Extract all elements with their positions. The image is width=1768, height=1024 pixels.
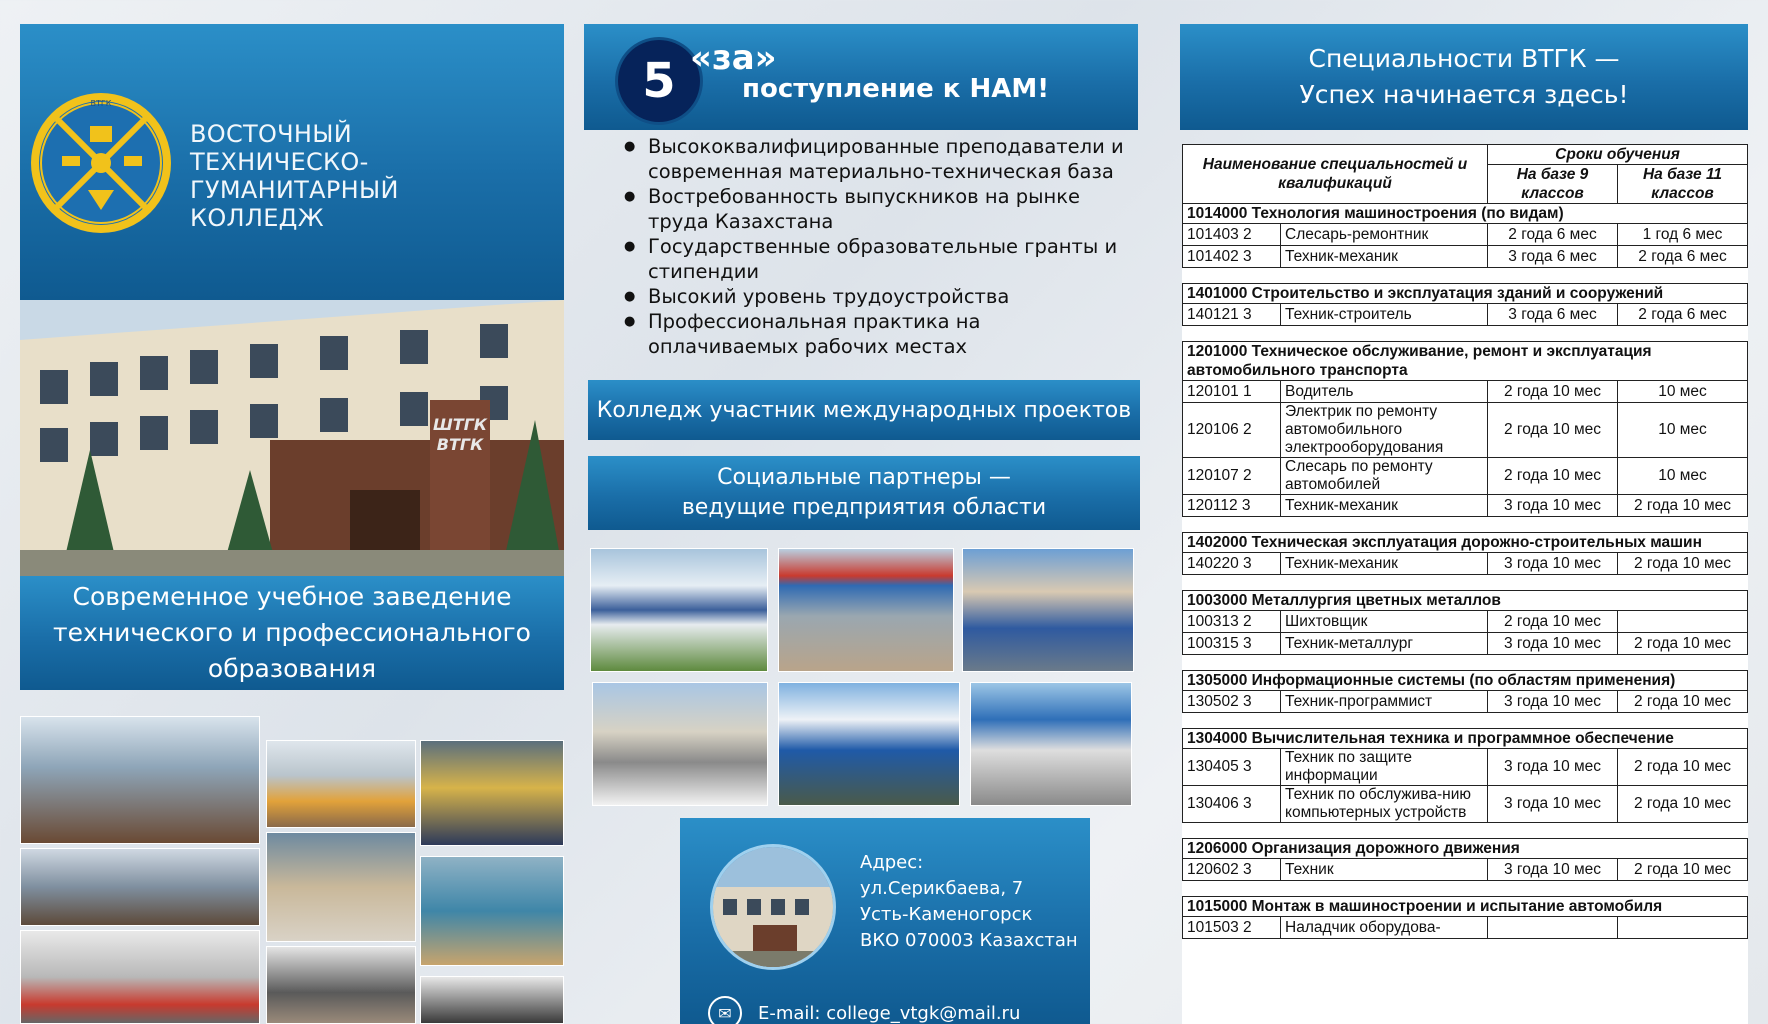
contact-panel bbox=[680, 818, 1090, 1024]
term-9-classes: 3 года 10 мес bbox=[1488, 633, 1618, 655]
qualification-name: Слесарь-ремонтник bbox=[1281, 224, 1488, 246]
name-column-header: Наименование специальностей и квалификаций bbox=[1183, 145, 1488, 204]
benefit-item: ● Высокий уровень трудоустройства bbox=[614, 284, 1134, 309]
partner-photo bbox=[970, 682, 1132, 806]
qualification-code: 101503 2 bbox=[1183, 917, 1281, 939]
term-9-classes: 2 года 10 мес bbox=[1488, 611, 1618, 633]
specialties-header-line: Специальности ВТГК — bbox=[1308, 44, 1620, 73]
spacer-cell bbox=[1183, 655, 1748, 671]
group-spacer bbox=[1183, 823, 1748, 839]
term-11-classes: 2 года 6 мес bbox=[1618, 246, 1748, 268]
qualification-name: Водитель bbox=[1281, 381, 1488, 403]
college-name bbox=[190, 120, 560, 232]
benefit-item: ● Государственные образовательные гранты и стипендии bbox=[614, 234, 1134, 284]
email-link[interactable]: E-mail: college_vtgk@mail.ru bbox=[758, 1002, 1021, 1024]
specialty-group-row bbox=[1183, 284, 1748, 304]
benefit-item: ● Высококвалифицированные преподаватели и современная материально-техническая база bbox=[614, 134, 1134, 184]
term-11-classes bbox=[1618, 917, 1748, 939]
group-spacer bbox=[1183, 268, 1748, 284]
qualification-row bbox=[1183, 633, 1748, 655]
specialty-group-row bbox=[1183, 591, 1748, 611]
term-11-classes: 1 год 6 мес bbox=[1618, 224, 1748, 246]
term-11-classes: 10 мес bbox=[1618, 381, 1748, 403]
seal-text: ВТГК bbox=[90, 99, 112, 108]
qualification-row bbox=[1183, 224, 1748, 246]
benefit-item: ● Востребованность выпускников на рынке труда Казахстана bbox=[614, 184, 1134, 234]
qualification-code: 140121 3 bbox=[1183, 304, 1281, 326]
spacer-cell bbox=[1183, 575, 1748, 591]
address-line: ВКО 070003 Казахстан bbox=[860, 930, 1078, 951]
specialty-group-row bbox=[1183, 897, 1748, 917]
qualification-name: Техник-металлург bbox=[1281, 633, 1488, 655]
specialty-group-row bbox=[1183, 204, 1748, 224]
envelope-icon: ✉ bbox=[708, 996, 742, 1024]
logo-panel bbox=[20, 24, 564, 300]
group-spacer bbox=[1183, 326, 1748, 342]
email-row bbox=[708, 996, 1020, 1024]
group-spacer bbox=[1183, 517, 1748, 533]
qualification-name: Техник-механик bbox=[1281, 495, 1488, 517]
benefit-item: ● Профессиональная практика на оплачиваемых рабочих местах bbox=[614, 309, 1134, 359]
specialty-group-title: 1201000 Техническое обслуживание, ремонт и эксплуатация автомобильного транспорта bbox=[1183, 342, 1748, 381]
qualification-name: Наладчик оборудова- bbox=[1281, 917, 1488, 939]
specialty-group-title: 1003000 Металлургия цветных металлов bbox=[1183, 591, 1748, 611]
term-9-classes: 3 года 10 мес bbox=[1488, 749, 1618, 786]
qualification-row bbox=[1183, 246, 1748, 268]
qualification-code: 120106 2 bbox=[1183, 403, 1281, 458]
computer-room-photo bbox=[266, 946, 416, 1024]
college-name-line: ВОСТОЧНЫЙ bbox=[190, 120, 352, 148]
qualification-row bbox=[1183, 691, 1748, 713]
qualification-code: 100313 2 bbox=[1183, 611, 1281, 633]
qualification-name: Техник bbox=[1281, 859, 1488, 881]
qualification-code: 120602 3 bbox=[1183, 859, 1281, 881]
garage-photo bbox=[20, 930, 260, 1024]
term-9-classes: 2 года 6 мес bbox=[1488, 224, 1618, 246]
qualification-row bbox=[1183, 859, 1748, 881]
college-seal-icon bbox=[28, 90, 174, 236]
qualification-row bbox=[1183, 786, 1748, 823]
specialties-table bbox=[1182, 144, 1748, 939]
qualification-row bbox=[1183, 917, 1748, 939]
building-sign: ВТГК bbox=[436, 435, 484, 454]
qualification-name: Техник по защите информации bbox=[1281, 749, 1488, 786]
workshop-photo bbox=[20, 716, 260, 844]
college-name-line: КОЛЛЕДЖ bbox=[190, 204, 324, 232]
term-9-classes: 3 года 10 мес bbox=[1488, 691, 1618, 713]
partner-photo bbox=[590, 548, 768, 672]
term-11-classes: 2 года 10 мес bbox=[1618, 553, 1748, 575]
spacer-cell bbox=[1183, 517, 1748, 533]
term-11-classes: 2 года 10 мес bbox=[1618, 859, 1748, 881]
term-11-classes: 2 года 6 мес bbox=[1618, 304, 1748, 326]
office-photo bbox=[420, 976, 564, 1024]
qualification-row bbox=[1183, 553, 1748, 575]
specialty-group-title: 1402000 Техническая эксплуатация дорожно-строительных машин bbox=[1183, 533, 1748, 553]
term-9-classes: 3 года 10 мес bbox=[1488, 786, 1618, 823]
partner-photo bbox=[962, 548, 1134, 672]
specialties-body bbox=[1183, 204, 1748, 939]
address-block bbox=[860, 850, 1078, 954]
specialty-group-title: 1401000 Строительство и эксплуатация зданий и сооружений bbox=[1183, 284, 1748, 304]
specialty-group-title: 1305000 Информационные системы (по областям применения) bbox=[1183, 671, 1748, 691]
qualification-code: 100315 3 bbox=[1183, 633, 1281, 655]
term-9-classes: 3 года 10 мес bbox=[1488, 859, 1618, 881]
address-line: Усть-Каменогорск bbox=[860, 904, 1033, 925]
address-line: ул.Серикбаева, 7 bbox=[860, 878, 1024, 899]
specialty-group-title: 1206000 Организация дорожного движения bbox=[1183, 839, 1748, 859]
group-spacer bbox=[1183, 881, 1748, 897]
benefits-list bbox=[614, 134, 1134, 359]
specialty-group-row bbox=[1183, 671, 1748, 691]
specialty-group-title: 1304000 Вычислительная техника и программное обеспечение bbox=[1183, 729, 1748, 749]
term-11-classes: 2 года 10 мес bbox=[1618, 749, 1748, 786]
classroom-photo bbox=[20, 848, 260, 926]
qualification-code: 101402 3 bbox=[1183, 246, 1281, 268]
term-11-classes: 10 мес bbox=[1618, 403, 1748, 458]
term-11-classes: 10 мес bbox=[1618, 458, 1748, 495]
qualification-name: Техник по обслужива-нию компьютерных устройств bbox=[1281, 786, 1488, 823]
practice-photo bbox=[420, 740, 564, 846]
specialty-group-row bbox=[1183, 729, 1748, 749]
college-name-line: ТЕХНИЧЕСКО-ГУМАНИТАРНЫЙ bbox=[190, 148, 399, 204]
qualification-name: Шихтовщик bbox=[1281, 611, 1488, 633]
lab-photo bbox=[266, 740, 416, 828]
group-spacer bbox=[1183, 575, 1748, 591]
specialty-group-row bbox=[1183, 839, 1748, 859]
qualification-row bbox=[1183, 381, 1748, 403]
specialties-header-line: Успех начинается здесь! bbox=[1299, 80, 1629, 109]
grade11-header: На базе 11 классов bbox=[1618, 165, 1748, 204]
specialties-header bbox=[1180, 24, 1748, 130]
international-projects-banner: Колледж участник международных проектов bbox=[588, 380, 1140, 440]
qualification-name: Техник-механик bbox=[1281, 246, 1488, 268]
qualification-code: 130502 3 bbox=[1183, 691, 1281, 713]
qualification-name: Техник-строитель bbox=[1281, 304, 1488, 326]
college-building-photo bbox=[20, 300, 564, 578]
qualification-code: 120112 3 bbox=[1183, 495, 1281, 517]
term-11-classes: 2 года 10 мес bbox=[1618, 786, 1748, 823]
terms-header: Сроки обучения bbox=[1488, 145, 1748, 165]
promo-slogan: поступление к НАМ! bbox=[742, 74, 1050, 104]
promo-za: «за» bbox=[690, 38, 777, 78]
specialty-group-row bbox=[1183, 533, 1748, 553]
term-9-classes: 3 года 10 мес bbox=[1488, 495, 1618, 517]
promo-number: 5 bbox=[618, 40, 700, 122]
partner-photo bbox=[592, 682, 768, 806]
spacer-cell bbox=[1183, 326, 1748, 342]
library-photo bbox=[266, 832, 416, 942]
qualification-row bbox=[1183, 611, 1748, 633]
spacer-cell bbox=[1183, 713, 1748, 729]
building-sign: ШТГК bbox=[433, 415, 487, 434]
term-9-classes bbox=[1488, 917, 1618, 939]
partners-line: ведущие предприятия области bbox=[681, 495, 1047, 520]
qualification-row bbox=[1183, 495, 1748, 517]
contact-building-photo bbox=[710, 844, 836, 970]
group-spacer bbox=[1183, 713, 1748, 729]
partner-photo bbox=[778, 682, 960, 806]
term-9-classes: 3 года 6 мес bbox=[1488, 246, 1618, 268]
term-11-classes: 2 года 10 мес bbox=[1618, 633, 1748, 655]
qualification-row bbox=[1183, 458, 1748, 495]
grade9-header: На базе 9 классов bbox=[1488, 165, 1618, 204]
qualification-name: Слесарь по ремонту автомобилей bbox=[1281, 458, 1488, 495]
term-9-classes: 3 года 6 мес bbox=[1488, 304, 1618, 326]
qualification-code: 130405 3 bbox=[1183, 749, 1281, 786]
term-9-classes: 2 года 10 мес bbox=[1488, 381, 1618, 403]
term-9-classes: 2 года 10 мес bbox=[1488, 403, 1618, 458]
specialties-table-wrap bbox=[1182, 144, 1748, 1024]
spacer-cell bbox=[1183, 823, 1748, 839]
spacer-cell bbox=[1183, 268, 1748, 284]
social-partners-banner bbox=[588, 456, 1140, 530]
qualification-name: Техник-механик bbox=[1281, 553, 1488, 575]
term-9-classes: 2 года 10 мес bbox=[1488, 458, 1618, 495]
group-spacer bbox=[1183, 655, 1748, 671]
term-11-classes: 2 года 10 мес bbox=[1618, 691, 1748, 713]
tagline: Современное учебное заведение технического и профессионального образования bbox=[53, 582, 531, 683]
qualification-name: Техник-программист bbox=[1281, 691, 1488, 713]
qualification-code: 120107 2 bbox=[1183, 458, 1281, 495]
qualification-code: 130406 3 bbox=[1183, 786, 1281, 823]
specialty-group-title: 1015000 Монтаж в машиностроении и испытание автомобиля bbox=[1183, 897, 1748, 917]
specialty-group-title: 1014000 Технология машиностроения (по видам) bbox=[1183, 204, 1748, 224]
tagline-panel bbox=[20, 576, 564, 690]
spacer-cell bbox=[1183, 881, 1748, 897]
term-9-classes: 3 года 10 мес bbox=[1488, 553, 1618, 575]
gym-photo bbox=[420, 856, 564, 966]
promo-header bbox=[584, 24, 1138, 130]
qualification-code: 140220 3 bbox=[1183, 553, 1281, 575]
qualification-row bbox=[1183, 304, 1748, 326]
qualification-code: 101403 2 bbox=[1183, 224, 1281, 246]
partner-photo bbox=[778, 548, 954, 672]
address-line: Адрес: bbox=[860, 852, 924, 873]
qualification-code: 120101 1 bbox=[1183, 381, 1281, 403]
qualification-row bbox=[1183, 749, 1748, 786]
term-11-classes bbox=[1618, 611, 1748, 633]
specialty-group-row bbox=[1183, 342, 1748, 381]
partners-line: Социальные партнеры — bbox=[717, 465, 1011, 490]
qualification-name: Электрик по ремонту автомобильного электрооборудования bbox=[1281, 403, 1488, 458]
term-11-classes: 2 года 10 мес bbox=[1618, 495, 1748, 517]
qualification-row bbox=[1183, 403, 1748, 458]
